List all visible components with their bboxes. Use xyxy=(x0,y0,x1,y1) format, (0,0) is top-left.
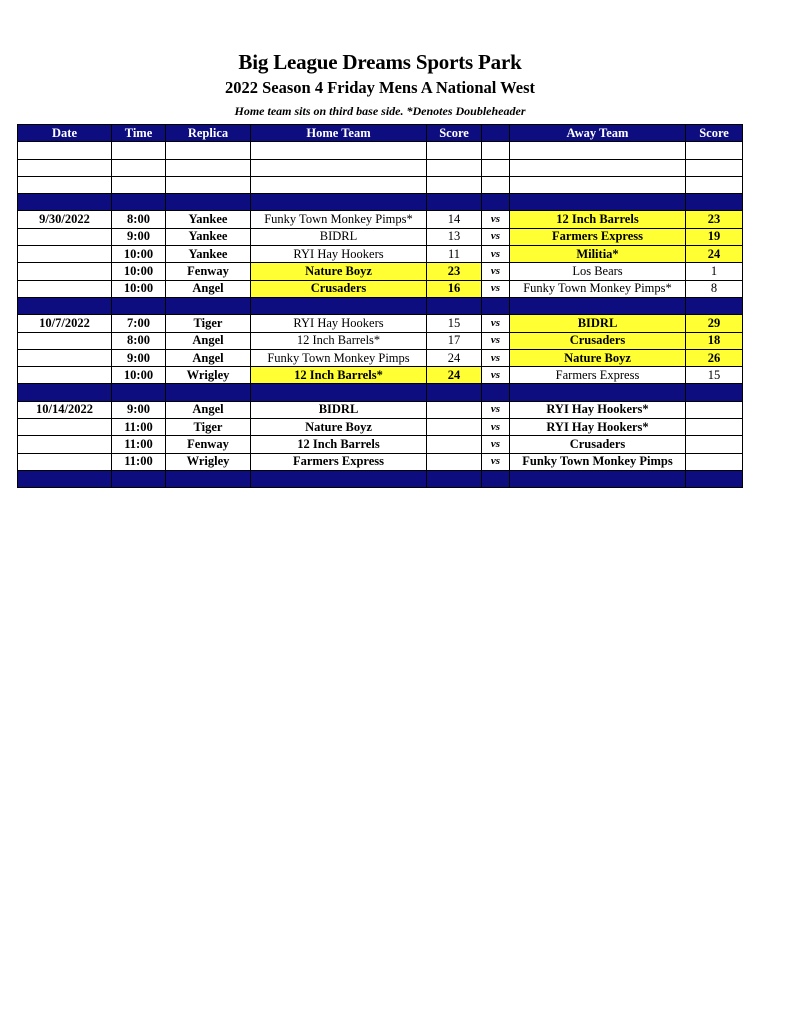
game-date xyxy=(18,280,112,297)
vs-label: vs xyxy=(482,280,510,297)
game-row xyxy=(18,280,743,297)
game-date xyxy=(18,367,112,384)
vs-label: vs xyxy=(482,211,510,228)
away-team: 12 Inch Barrels xyxy=(510,211,686,228)
game-row xyxy=(18,228,743,245)
game-time: 9:00 xyxy=(112,401,166,418)
game-date xyxy=(18,263,112,280)
home-team: Funky Town Monkey Pimps* xyxy=(251,211,427,228)
game-row xyxy=(18,263,743,280)
away-team: RYI Hay Hookers* xyxy=(510,401,686,418)
game-replica-field: Tiger xyxy=(166,419,251,436)
game-replica-field: Fenway xyxy=(166,436,251,453)
away-score xyxy=(686,453,743,470)
empty-cell xyxy=(112,142,166,159)
away-team: Funky Town Monkey Pimps xyxy=(510,453,686,470)
home-score: 23 xyxy=(427,263,482,280)
game-row xyxy=(18,349,743,366)
away-score: 1 xyxy=(686,263,743,280)
away-score xyxy=(686,436,743,453)
home-team: Farmers Express xyxy=(251,453,427,470)
home-score: 11 xyxy=(427,246,482,263)
week-separator-row xyxy=(18,194,743,211)
empty-cell xyxy=(166,470,251,487)
empty-cell xyxy=(427,176,482,193)
game-row xyxy=(18,453,743,470)
empty-cell xyxy=(251,176,427,193)
game-time: 8:00 xyxy=(112,211,166,228)
game-replica-field: Angel xyxy=(166,401,251,418)
empty-cell xyxy=(482,159,510,176)
empty-cell xyxy=(18,159,112,176)
home-score: 24 xyxy=(427,367,482,384)
empty-cell xyxy=(18,384,112,401)
empty-cell xyxy=(251,384,427,401)
away-team: Nature Boyz xyxy=(510,349,686,366)
empty-cell xyxy=(112,384,166,401)
empty-cell xyxy=(112,297,166,314)
away-score: 8 xyxy=(686,280,743,297)
away-team: Farmers Express xyxy=(510,367,686,384)
empty-cell xyxy=(482,297,510,314)
game-time: 8:00 xyxy=(112,332,166,349)
empty-cell xyxy=(112,470,166,487)
empty-cell xyxy=(251,159,427,176)
empty-cell xyxy=(510,142,686,159)
home-score: 17 xyxy=(427,332,482,349)
game-date xyxy=(18,436,112,453)
vs-label: vs xyxy=(482,349,510,366)
game-row xyxy=(18,332,743,349)
col-header-date: Date xyxy=(18,125,112,142)
empty-cell xyxy=(112,194,166,211)
empty-cell xyxy=(18,142,112,159)
vs-label: vs xyxy=(482,228,510,245)
game-replica-field: Fenway xyxy=(166,263,251,280)
home-team: RYI Hay Hookers xyxy=(251,315,427,332)
col-header-away-score: Score xyxy=(686,125,743,142)
empty-cell xyxy=(427,194,482,211)
empty-cell xyxy=(18,297,112,314)
empty-cell xyxy=(482,470,510,487)
vs-label: vs xyxy=(482,263,510,280)
empty-cell xyxy=(166,297,251,314)
empty-cell xyxy=(251,142,427,159)
game-row xyxy=(18,401,743,418)
game-replica-field: Yankee xyxy=(166,211,251,228)
away-team: BIDRL xyxy=(510,315,686,332)
game-time: 10:00 xyxy=(112,367,166,384)
empty-cell xyxy=(18,194,112,211)
away-team: Militia* xyxy=(510,246,686,263)
empty-cell xyxy=(482,142,510,159)
empty-cell xyxy=(686,159,743,176)
col-header-vs xyxy=(482,125,510,142)
empty-cell xyxy=(166,194,251,211)
home-score: 14 xyxy=(427,211,482,228)
home-team: Funky Town Monkey Pimps xyxy=(251,349,427,366)
away-score: 24 xyxy=(686,246,743,263)
empty-cell xyxy=(686,470,743,487)
empty-cell xyxy=(251,297,427,314)
game-row xyxy=(18,419,743,436)
game-replica-field: Angel xyxy=(166,332,251,349)
home-team: 12 Inch Barrels xyxy=(251,436,427,453)
game-date: 10/7/2022 xyxy=(18,315,112,332)
empty-cell xyxy=(510,194,686,211)
week-separator-row xyxy=(18,297,743,314)
col-header-replica: Replica xyxy=(166,125,251,142)
game-replica-field: Angel xyxy=(166,280,251,297)
empty-cell xyxy=(427,470,482,487)
game-time: 10:00 xyxy=(112,246,166,263)
game-replica-field: Wrigley xyxy=(166,453,251,470)
home-team: RYI Hay Hookers xyxy=(251,246,427,263)
game-replica-field: Wrigley xyxy=(166,367,251,384)
empty-cell xyxy=(686,176,743,193)
game-replica-field: Yankee xyxy=(166,246,251,263)
away-team: Los Bears xyxy=(510,263,686,280)
empty-row xyxy=(18,159,743,176)
game-time: 10:00 xyxy=(112,263,166,280)
empty-cell xyxy=(686,142,743,159)
empty-cell xyxy=(510,384,686,401)
empty-cell xyxy=(427,384,482,401)
home-score: 24 xyxy=(427,349,482,366)
empty-cell xyxy=(686,194,743,211)
away-score: 23 xyxy=(686,211,743,228)
away-score: 19 xyxy=(686,228,743,245)
empty-cell xyxy=(686,384,743,401)
empty-cell xyxy=(482,176,510,193)
week-separator-row xyxy=(18,384,743,401)
empty-cell xyxy=(510,159,686,176)
empty-cell xyxy=(482,384,510,401)
game-date xyxy=(18,332,112,349)
empty-cell xyxy=(251,470,427,487)
home-team: BIDRL xyxy=(251,401,427,418)
home-score: 13 xyxy=(427,228,482,245)
home-team: Nature Boyz xyxy=(251,419,427,436)
away-score: 15 xyxy=(686,367,743,384)
home-team: BIDRL xyxy=(251,228,427,245)
away-team: Crusaders xyxy=(510,332,686,349)
empty-cell xyxy=(112,159,166,176)
game-row xyxy=(18,367,743,384)
empty-cell xyxy=(427,142,482,159)
vs-label: vs xyxy=(482,246,510,263)
game-row xyxy=(18,436,743,453)
empty-cell xyxy=(166,176,251,193)
schedule-body xyxy=(18,142,743,488)
home-team: Crusaders xyxy=(251,280,427,297)
game-time: 11:00 xyxy=(112,436,166,453)
game-replica-field: Yankee xyxy=(166,228,251,245)
away-team: RYI Hay Hookers* xyxy=(510,419,686,436)
empty-row xyxy=(18,176,743,193)
vs-label: vs xyxy=(482,436,510,453)
vs-label: vs xyxy=(482,332,510,349)
page-subtitle: 2022 Season 4 Friday Mens A National West xyxy=(224,78,535,97)
away-team: Funky Town Monkey Pimps* xyxy=(510,280,686,297)
home-score xyxy=(427,401,482,418)
game-time: 7:00 xyxy=(112,315,166,332)
game-replica-field: Tiger xyxy=(166,315,251,332)
home-score xyxy=(427,419,482,436)
empty-cell xyxy=(482,194,510,211)
empty-cell xyxy=(18,176,112,193)
game-time: 9:00 xyxy=(112,349,166,366)
empty-cell xyxy=(166,142,251,159)
home-score: 16 xyxy=(427,280,482,297)
vs-label: vs xyxy=(482,401,510,418)
empty-cell xyxy=(112,176,166,193)
empty-cell xyxy=(510,176,686,193)
away-score: 29 xyxy=(686,315,743,332)
game-date xyxy=(18,228,112,245)
empty-cell xyxy=(18,470,112,487)
vs-label: vs xyxy=(482,453,510,470)
empty-cell xyxy=(427,297,482,314)
game-date xyxy=(18,419,112,436)
game-replica-field: Angel xyxy=(166,349,251,366)
game-time: 10:00 xyxy=(112,280,166,297)
empty-cell xyxy=(686,297,743,314)
game-date xyxy=(18,246,112,263)
game-time: 9:00 xyxy=(112,228,166,245)
empty-cell xyxy=(251,194,427,211)
game-time: 11:00 xyxy=(112,419,166,436)
doubleheader-note: Home team sits on third base side. *Denotes Doubleheader xyxy=(234,104,526,118)
away-score: 18 xyxy=(686,332,743,349)
away-score: 26 xyxy=(686,349,743,366)
game-row xyxy=(18,211,743,228)
empty-cell xyxy=(510,470,686,487)
away-score xyxy=(686,419,743,436)
vs-label: vs xyxy=(482,367,510,384)
table-header-row xyxy=(18,125,743,142)
home-score xyxy=(427,436,482,453)
away-team: Farmers Express xyxy=(510,228,686,245)
home-score xyxy=(427,453,482,470)
week-separator-row xyxy=(18,470,743,487)
vs-label: vs xyxy=(482,419,510,436)
col-header-home-score: Score xyxy=(427,125,482,142)
empty-cell xyxy=(166,384,251,401)
game-date xyxy=(18,349,112,366)
home-team: 12 Inch Barrels* xyxy=(251,332,427,349)
home-score: 15 xyxy=(427,315,482,332)
col-header-home-team: Home Team xyxy=(251,125,427,142)
col-header-time: Time xyxy=(112,125,166,142)
page-title: Big League Dreams Sports Park xyxy=(238,50,522,74)
empty-cell xyxy=(166,159,251,176)
game-row xyxy=(18,246,743,263)
game-time: 11:00 xyxy=(112,453,166,470)
away-score xyxy=(686,401,743,418)
schedule-table xyxy=(17,124,743,488)
empty-cell xyxy=(427,159,482,176)
home-team: 12 Inch Barrels* xyxy=(251,367,427,384)
game-date xyxy=(18,453,112,470)
col-header-away-team: Away Team xyxy=(510,125,686,142)
game-date: 10/14/2022 xyxy=(18,401,112,418)
empty-row xyxy=(18,142,743,159)
empty-cell xyxy=(510,297,686,314)
home-team: Nature Boyz xyxy=(251,263,427,280)
game-row xyxy=(18,315,743,332)
vs-label: vs xyxy=(482,315,510,332)
game-date: 9/30/2022 xyxy=(18,211,112,228)
away-team: Crusaders xyxy=(510,436,686,453)
